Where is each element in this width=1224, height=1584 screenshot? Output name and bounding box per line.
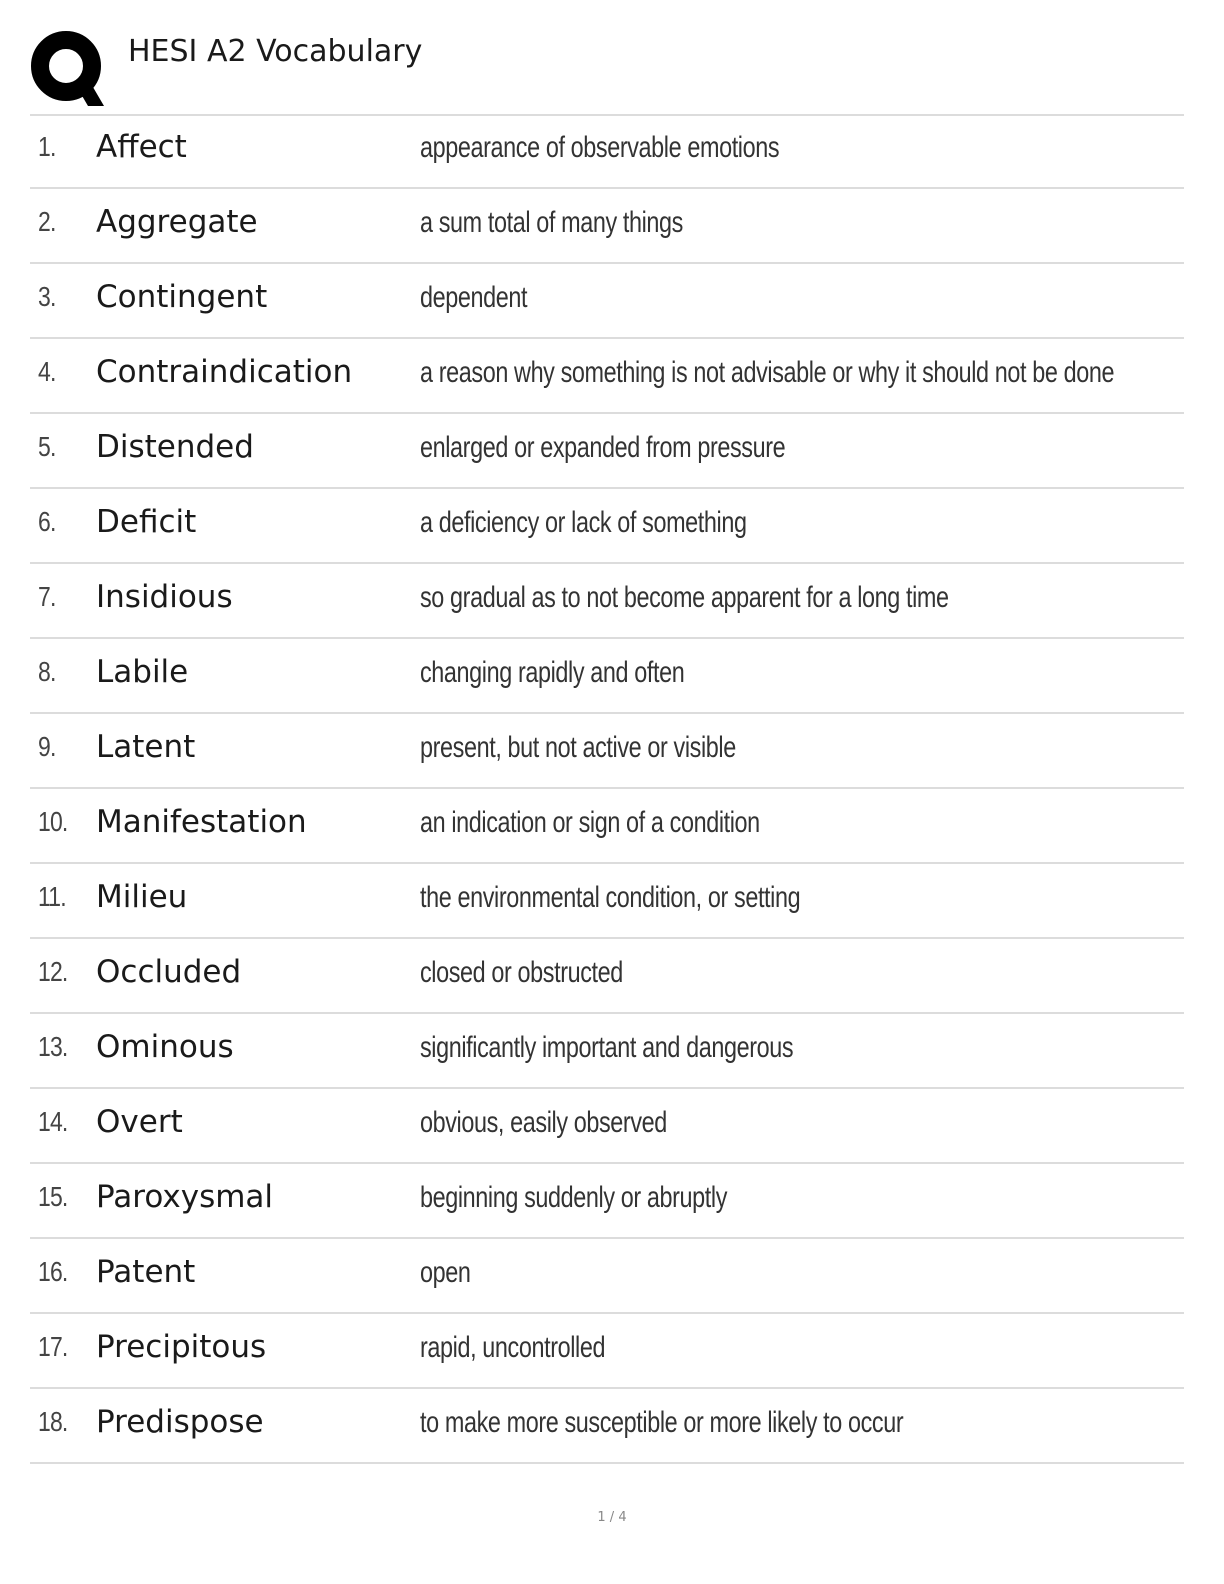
term-definition: the environmental condition, or setting <box>420 881 801 914</box>
list-item <box>30 1389 1184 1464</box>
list-item <box>30 414 1184 489</box>
vocabulary-list <box>30 114 1184 1464</box>
term-word: Patent <box>96 1254 196 1290</box>
term-number: 13. <box>38 1031 68 1062</box>
term-word: Ominous <box>96 1029 234 1065</box>
quizlet-q-logo-icon <box>30 30 108 108</box>
list-item <box>30 564 1184 639</box>
term-word: Manifestation <box>96 804 307 840</box>
term-number: 4. <box>38 356 56 387</box>
term-definition: a sum total of many things <box>420 206 683 239</box>
list-item <box>30 789 1184 864</box>
term-definition: so gradual as to not become apparent for a long time <box>420 581 949 614</box>
term-definition: beginning suddenly or abruptly <box>420 1181 728 1214</box>
term-number: 15. <box>38 1181 68 1212</box>
list-item <box>30 339 1184 414</box>
term-definition: present, but not active or visible <box>420 731 736 764</box>
term-definition: a deficiency or lack of something <box>420 506 747 539</box>
term-word: Predispose <box>96 1404 264 1440</box>
list-item <box>30 714 1184 789</box>
term-number: 1. <box>38 131 56 162</box>
term-number: 9. <box>38 731 56 762</box>
term-definition: appearance of observable emotions <box>420 131 780 164</box>
list-item <box>30 1164 1184 1239</box>
list-item <box>30 264 1184 339</box>
term-number: 5. <box>38 431 56 462</box>
term-number: 3. <box>38 281 56 312</box>
term-word: Deficit <box>96 504 197 540</box>
term-number: 17. <box>38 1331 68 1362</box>
term-word: Aggregate <box>96 204 258 240</box>
term-word: Occluded <box>96 954 242 990</box>
term-number: 14. <box>38 1106 68 1137</box>
term-word: Contingent <box>96 279 268 315</box>
term-definition: open <box>420 1256 471 1289</box>
term-definition: rapid, uncontrolled <box>420 1331 606 1364</box>
term-definition: a reason why something is not advisable or why it should not be done <box>420 356 1115 389</box>
term-number: 12. <box>38 956 68 987</box>
term-definition: enlarged or expanded from pressure <box>420 431 786 464</box>
term-definition: obvious, easily observed <box>420 1106 667 1139</box>
term-definition: dependent <box>420 281 528 314</box>
list-item <box>30 1239 1184 1314</box>
term-number: 16. <box>38 1256 68 1287</box>
page-title: HESI A2 Vocabulary <box>128 34 423 69</box>
term-number: 18. <box>38 1406 68 1437</box>
list-item <box>30 639 1184 714</box>
term-word: Paroxysmal <box>96 1179 274 1215</box>
list-item <box>30 1314 1184 1389</box>
term-word: Latent <box>96 729 196 765</box>
list-item <box>30 1089 1184 1164</box>
page-header <box>30 28 1184 116</box>
term-word: Labile <box>96 654 189 690</box>
term-number: 6. <box>38 506 56 537</box>
term-word: Contraindication <box>96 354 353 390</box>
term-number: 8. <box>38 656 56 687</box>
term-number: 10. <box>38 806 68 837</box>
list-item <box>30 1014 1184 1089</box>
term-word: Milieu <box>96 879 188 915</box>
term-definition: to make more susceptible or more likely to occur <box>420 1406 904 1439</box>
term-definition: significantly important and dangerous <box>420 1031 794 1064</box>
term-number: 11. <box>38 881 66 912</box>
page-indicator: 1 / 4 <box>597 1510 627 1525</box>
term-word: Affect <box>96 129 187 165</box>
list-item <box>30 189 1184 264</box>
term-number: 2. <box>38 206 56 237</box>
term-number: 7. <box>38 581 56 612</box>
list-item <box>30 489 1184 564</box>
term-word: Distended <box>96 429 254 465</box>
term-word: Insidious <box>96 579 233 615</box>
term-word: Overt <box>96 1104 183 1140</box>
term-definition: an indication or sign of a condition <box>420 806 760 839</box>
term-word: Precipitous <box>96 1329 267 1365</box>
list-item <box>30 939 1184 1014</box>
list-item <box>30 114 1184 189</box>
term-definition: closed or obstructed <box>420 956 623 989</box>
term-definition: changing rapidly and often <box>420 656 685 689</box>
list-item <box>30 864 1184 939</box>
